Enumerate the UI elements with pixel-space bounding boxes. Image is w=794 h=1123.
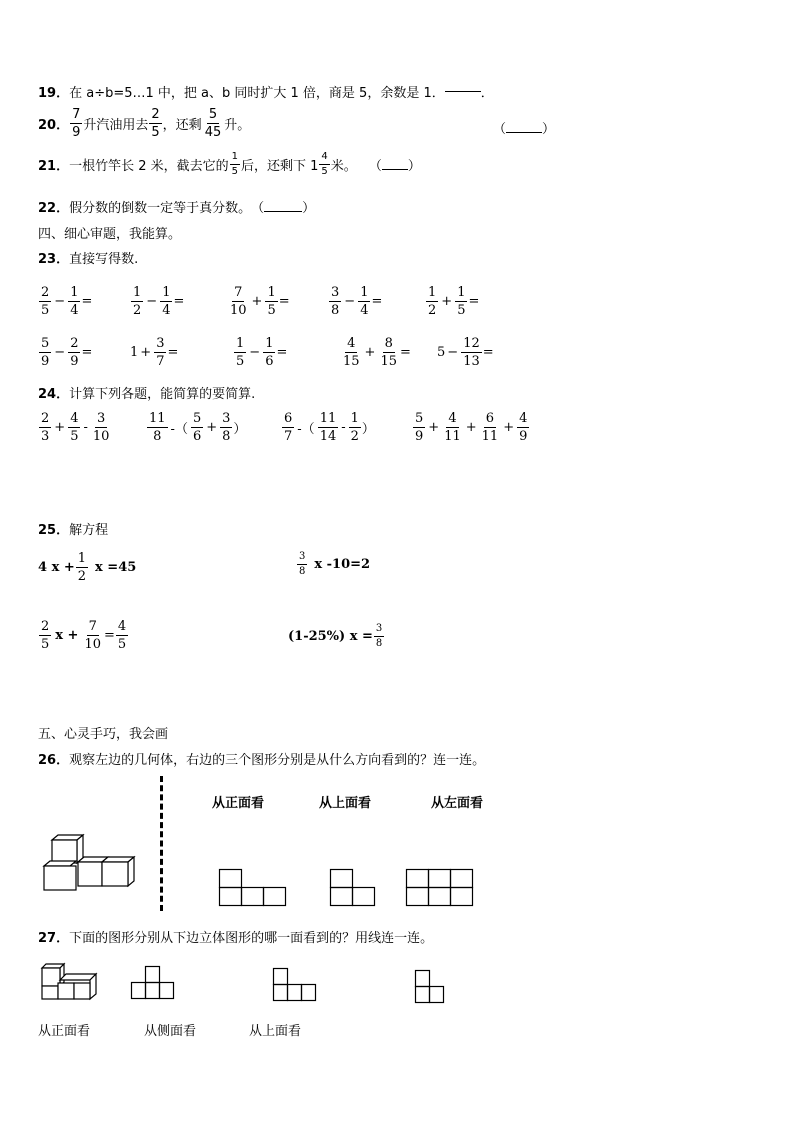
question-22: 22． 假分数的倒数一定等于真分数。 （ ） xyxy=(38,197,315,216)
view-shape-f[interactable] xyxy=(415,970,447,1006)
question-24: 24． 计算下列各题，能简算的要简算. xyxy=(38,383,255,402)
exercise-item: $\frac{2}{5}$ − $\frac{1}{4}$ = xyxy=(41,285,93,318)
exercise-item: $\frac{3}{8}$ − $\frac{1}{4}$ = xyxy=(331,285,383,318)
question-19: 19． 在 a÷b=5…1 中，把 a、b 同时扩大 1 倍，商是 5，余数是 1． ． xyxy=(38,82,494,101)
answer-blank[interactable] xyxy=(445,91,481,92)
question-number: 20． xyxy=(38,118,70,133)
question-text: 在 a÷b=5…1 中，把 a、b 同时扩大 1 倍，商是 5，余数是 1． xyxy=(69,86,445,101)
section-heading-4: 四、细心审题，我能算。 xyxy=(38,227,182,242)
cube-solid-figure xyxy=(40,832,140,894)
fraction: $\frac{4}{5}$ xyxy=(321,151,328,177)
exercise-item: $\frac{7}{10}$ + $\frac{1}{5}$ = xyxy=(230,285,290,318)
question-number: 23． xyxy=(38,252,70,267)
question-23: 23． 直接写得数. xyxy=(38,248,138,267)
divider-dashed xyxy=(160,776,163,911)
equation: (1-25%) x = $\frac{3}{8}$ xyxy=(288,623,383,649)
view-label-side: 从侧面看 xyxy=(144,1024,197,1039)
equation: $\frac{2}{5}$ x + $\frac{7}{10}$ = $\frac{4}{5}$ xyxy=(41,619,127,652)
question-number: 27． xyxy=(38,931,70,946)
view-label-front: 从正面看 xyxy=(38,1024,91,1039)
cube-solid-figure xyxy=(40,962,100,1002)
section-heading-5: 五、心灵手巧，我会画 xyxy=(38,727,169,742)
exercise-item: $\frac{2}{3}$ + $\frac{4}{5}$ - $\frac{3}{10}$ xyxy=(41,411,110,444)
exercise-item: $\frac{11}{8}$ -（ $\frac{5}{6}$ + $\frac{3}{8}$ ） xyxy=(149,411,247,444)
view-label-left: 从左面看 xyxy=(431,796,484,811)
question-20: 20． $\frac{7}{9}$ 升汽油用去 $\frac{2}{5}$ ，还剩 $\frac{5}{45}$ 升。 xyxy=(38,107,251,140)
view-shape-c[interactable] xyxy=(406,869,474,907)
exercise-item: 1 + $\frac{3}{7}$ = xyxy=(130,336,179,369)
question-27: 27． 下面的图形分别从下边立体图形的哪一面看到的？用线连一连。 xyxy=(38,927,433,946)
equation: 4 x + $\frac{1}{2}$ x =45 xyxy=(38,551,137,584)
question-25: 25． 解方程 xyxy=(38,519,108,538)
answer-paren[interactable]: （ ） xyxy=(251,201,316,216)
exercise-item: $\frac{5}{9}$ − $\frac{2}{9}$ = xyxy=(41,336,93,369)
view-shape-b[interactable] xyxy=(330,869,378,907)
exercise-item: $\frac{1}{5}$ − $\frac{1}{6}$ = xyxy=(236,336,288,369)
question-number: 22． xyxy=(38,201,70,216)
exercise-item: $\frac{1}{2}$ + $\frac{1}{5}$ = xyxy=(428,285,480,318)
question-26: 26． 观察左边的几何体，右边的三个图形分别是从什么方向看到的？连一连。 xyxy=(38,749,485,768)
equation: $\frac{3}{8}$ x -10=2 xyxy=(299,551,371,577)
view-shape-d[interactable] xyxy=(131,966,177,1000)
view-shape-e[interactable] xyxy=(273,968,319,1002)
fraction: $\frac{5}{45}$ xyxy=(204,107,222,140)
exercise-item: $\frac{1}{2}$ − $\frac{1}{4}$ = xyxy=(133,285,185,318)
question-number: 19． xyxy=(38,86,70,101)
question-number: 21． xyxy=(38,159,70,174)
answer-paren[interactable]: （ ） xyxy=(368,159,421,174)
view-label-top: 从上面看 xyxy=(249,1024,302,1039)
question-number: 24． xyxy=(38,387,70,402)
exercise-item: $\frac{6}{7}$ -（ $\frac{11}{14}$ - $\frac{1}{2}$ ） xyxy=(284,411,375,444)
view-label-front: 从正面看 xyxy=(212,796,265,811)
fraction: $\frac{7}{9}$ xyxy=(72,107,81,140)
question-number: 26． xyxy=(38,753,70,768)
fraction: $\frac{1}{5}$ xyxy=(231,151,239,177)
question-number: 25． xyxy=(38,523,70,538)
exercise-item: 5 − $\frac{12}{13}$ = xyxy=(437,336,494,369)
question-21: 21． 一根竹竿长 2 米，截去它的 $\frac{1}{5}$ 后，还剩下 1 $\frac{4}{5}$ 米。 （ ） xyxy=(38,151,421,177)
exercise-item: $\frac{5}{9}$ + $\frac{4}{11}$ + $\frac{6}{11}$ + $\frac{4}{9}$ xyxy=(415,411,528,444)
view-shape-a[interactable] xyxy=(219,869,287,907)
exercise-item: $\frac{4}{15}$ + $\frac{8}{15}$ = xyxy=(343,336,411,369)
fraction: $\frac{2}{5}$ xyxy=(151,107,160,140)
view-label-top: 从上面看 xyxy=(319,796,372,811)
answer-paren[interactable]: （ ） xyxy=(493,122,556,137)
